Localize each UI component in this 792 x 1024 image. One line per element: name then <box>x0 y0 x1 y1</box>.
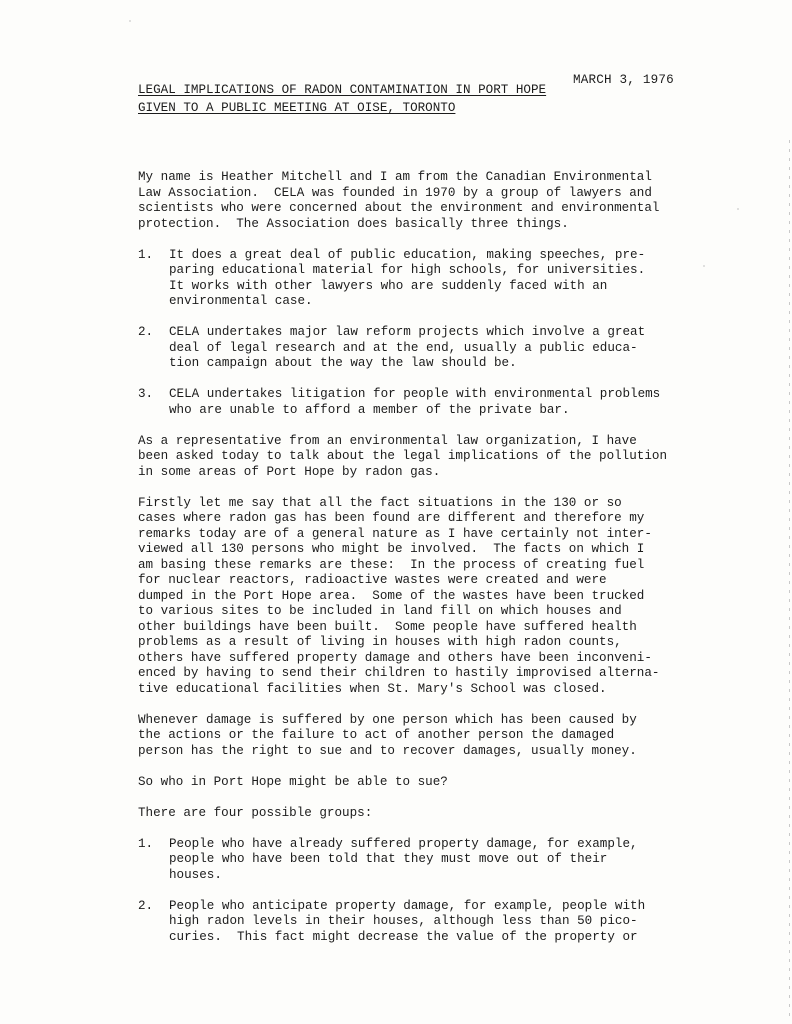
text-line: viewed all 130 persons who might be involved. The facts on which I <box>138 542 645 556</box>
text-line: been asked today to talk about the legal implications of the pollution <box>138 449 668 463</box>
text-line: Whenever damage is suffered by one person which has been caused by <box>138 712 637 727</box>
text-line: am basing these remarks are these: In the process of creating fuel <box>138 557 645 572</box>
text-line: CELA undertakes major law reform projects which involve a great <box>169 325 646 339</box>
text-line: Law Association. CELA was founded in 1970 by a group of lawyers and <box>138 185 652 200</box>
text-line: People who have already suffered property damage, for example, <box>169 836 638 851</box>
text-line: others have suffered property damage and others have been inconveni- <box>138 650 652 665</box>
item-number: 1. <box>138 247 154 262</box>
text-line: dumped in the Port Hope area. Some of the wastes have been trucked <box>138 588 645 603</box>
representative-paragraph <box>138 434 738 481</box>
scan-speck <box>129 20 131 22</box>
cela-activity-item <box>138 387 738 418</box>
intro-paragraph <box>138 170 738 232</box>
text-line: scientists who were concerned about the environment and environmental <box>138 201 660 215</box>
text-line: person has the right to sue and to recover damages, usually money. <box>138 743 637 758</box>
text-line: remarks today are of a general nature as I have certainly not inter- <box>138 526 652 541</box>
text-line: People who anticipate property damage, for example, people with <box>169 898 646 913</box>
text-line: curies. This fact might decrease the value of the property or <box>169 929 638 944</box>
text-line: high radon levels in their houses, although less than 50 pico- <box>169 914 638 928</box>
text-line: tive educational facilities when St. Mary's School was closed. <box>138 681 607 696</box>
plaintiff-group-item <box>138 899 738 946</box>
text-line: It does a great deal of public education, making speeches, pre- <box>169 247 646 262</box>
text-line: the actions or the failure to act of another person the damaged <box>138 728 615 742</box>
text-line: deal of legal research and at the end, usually a public educa- <box>169 340 638 355</box>
document-title: LEGAL IMPLICATIONS OF RADON CONTAMINATION IN PORT HOPE <box>138 83 547 97</box>
text-line: tion campaign about the way the law should be. <box>169 356 517 370</box>
scan-speck <box>703 265 705 267</box>
damages-paragraph <box>138 713 738 760</box>
groups-intro-paragraph <box>138 806 738 822</box>
text-line: So who in Port Hope might be able to sue? <box>138 774 448 789</box>
document-body <box>138 170 738 961</box>
item-number: 2. <box>138 325 154 339</box>
text-line: problems as a result of living in houses with high radon counts, <box>138 635 622 649</box>
document-date: MARCH 3, 1976 <box>573 73 674 87</box>
text-line: As a representative from an environmental law organization, I have <box>138 433 637 448</box>
text-line: Firstly let me say that all the fact situations in the 130 or so <box>138 495 622 510</box>
text-line: My name is Heather Mitchell and I am from the Canadian Environmental <box>138 170 652 184</box>
item-number: 3. <box>138 387 154 401</box>
text-line: protection. The Association does basically three things. <box>138 216 569 231</box>
facts-paragraph <box>138 496 738 698</box>
text-line: houses. <box>169 867 222 882</box>
document-subtitle: GIVEN TO A PUBLIC MEETING AT OISE, TORONTO <box>138 101 456 115</box>
text-line: other buildings have been built. Some people have suffered health <box>138 619 637 634</box>
scan-speck <box>737 208 739 210</box>
text-line: in some areas of Port Hope by radon gas. <box>138 464 441 479</box>
text-line: for nuclear reactors, radioactive wastes were created and were <box>138 573 607 587</box>
cela-activity-item <box>138 248 738 310</box>
text-line: cases where radon gas has been found are different and therefore my <box>138 511 645 525</box>
text-line: enced by having to send their children to hastily improvised alterna- <box>138 666 660 680</box>
text-line: paring educational material for high schools, for universities. <box>169 263 646 277</box>
text-line: It works with other lawyers who are suddenly faced with an <box>169 278 608 293</box>
plaintiff-group-item <box>138 837 738 884</box>
text-line: to various sites to be included in land fill on which houses and <box>138 604 622 618</box>
scan-edge-artifact <box>789 140 790 1020</box>
text-line: who are unable to afford a member of the private bar. <box>169 402 570 417</box>
cela-activity-item <box>138 325 738 372</box>
text-line: people who have been told that they must move out of their <box>169 852 608 866</box>
item-number: 1. <box>138 836 154 851</box>
text-line: CELA undertakes litigation for people with environmental problems <box>169 387 661 401</box>
question-paragraph <box>138 775 738 791</box>
item-number: 2. <box>138 898 154 913</box>
text-line: There are four possible groups: <box>138 805 373 820</box>
text-line: environmental case. <box>169 294 313 308</box>
